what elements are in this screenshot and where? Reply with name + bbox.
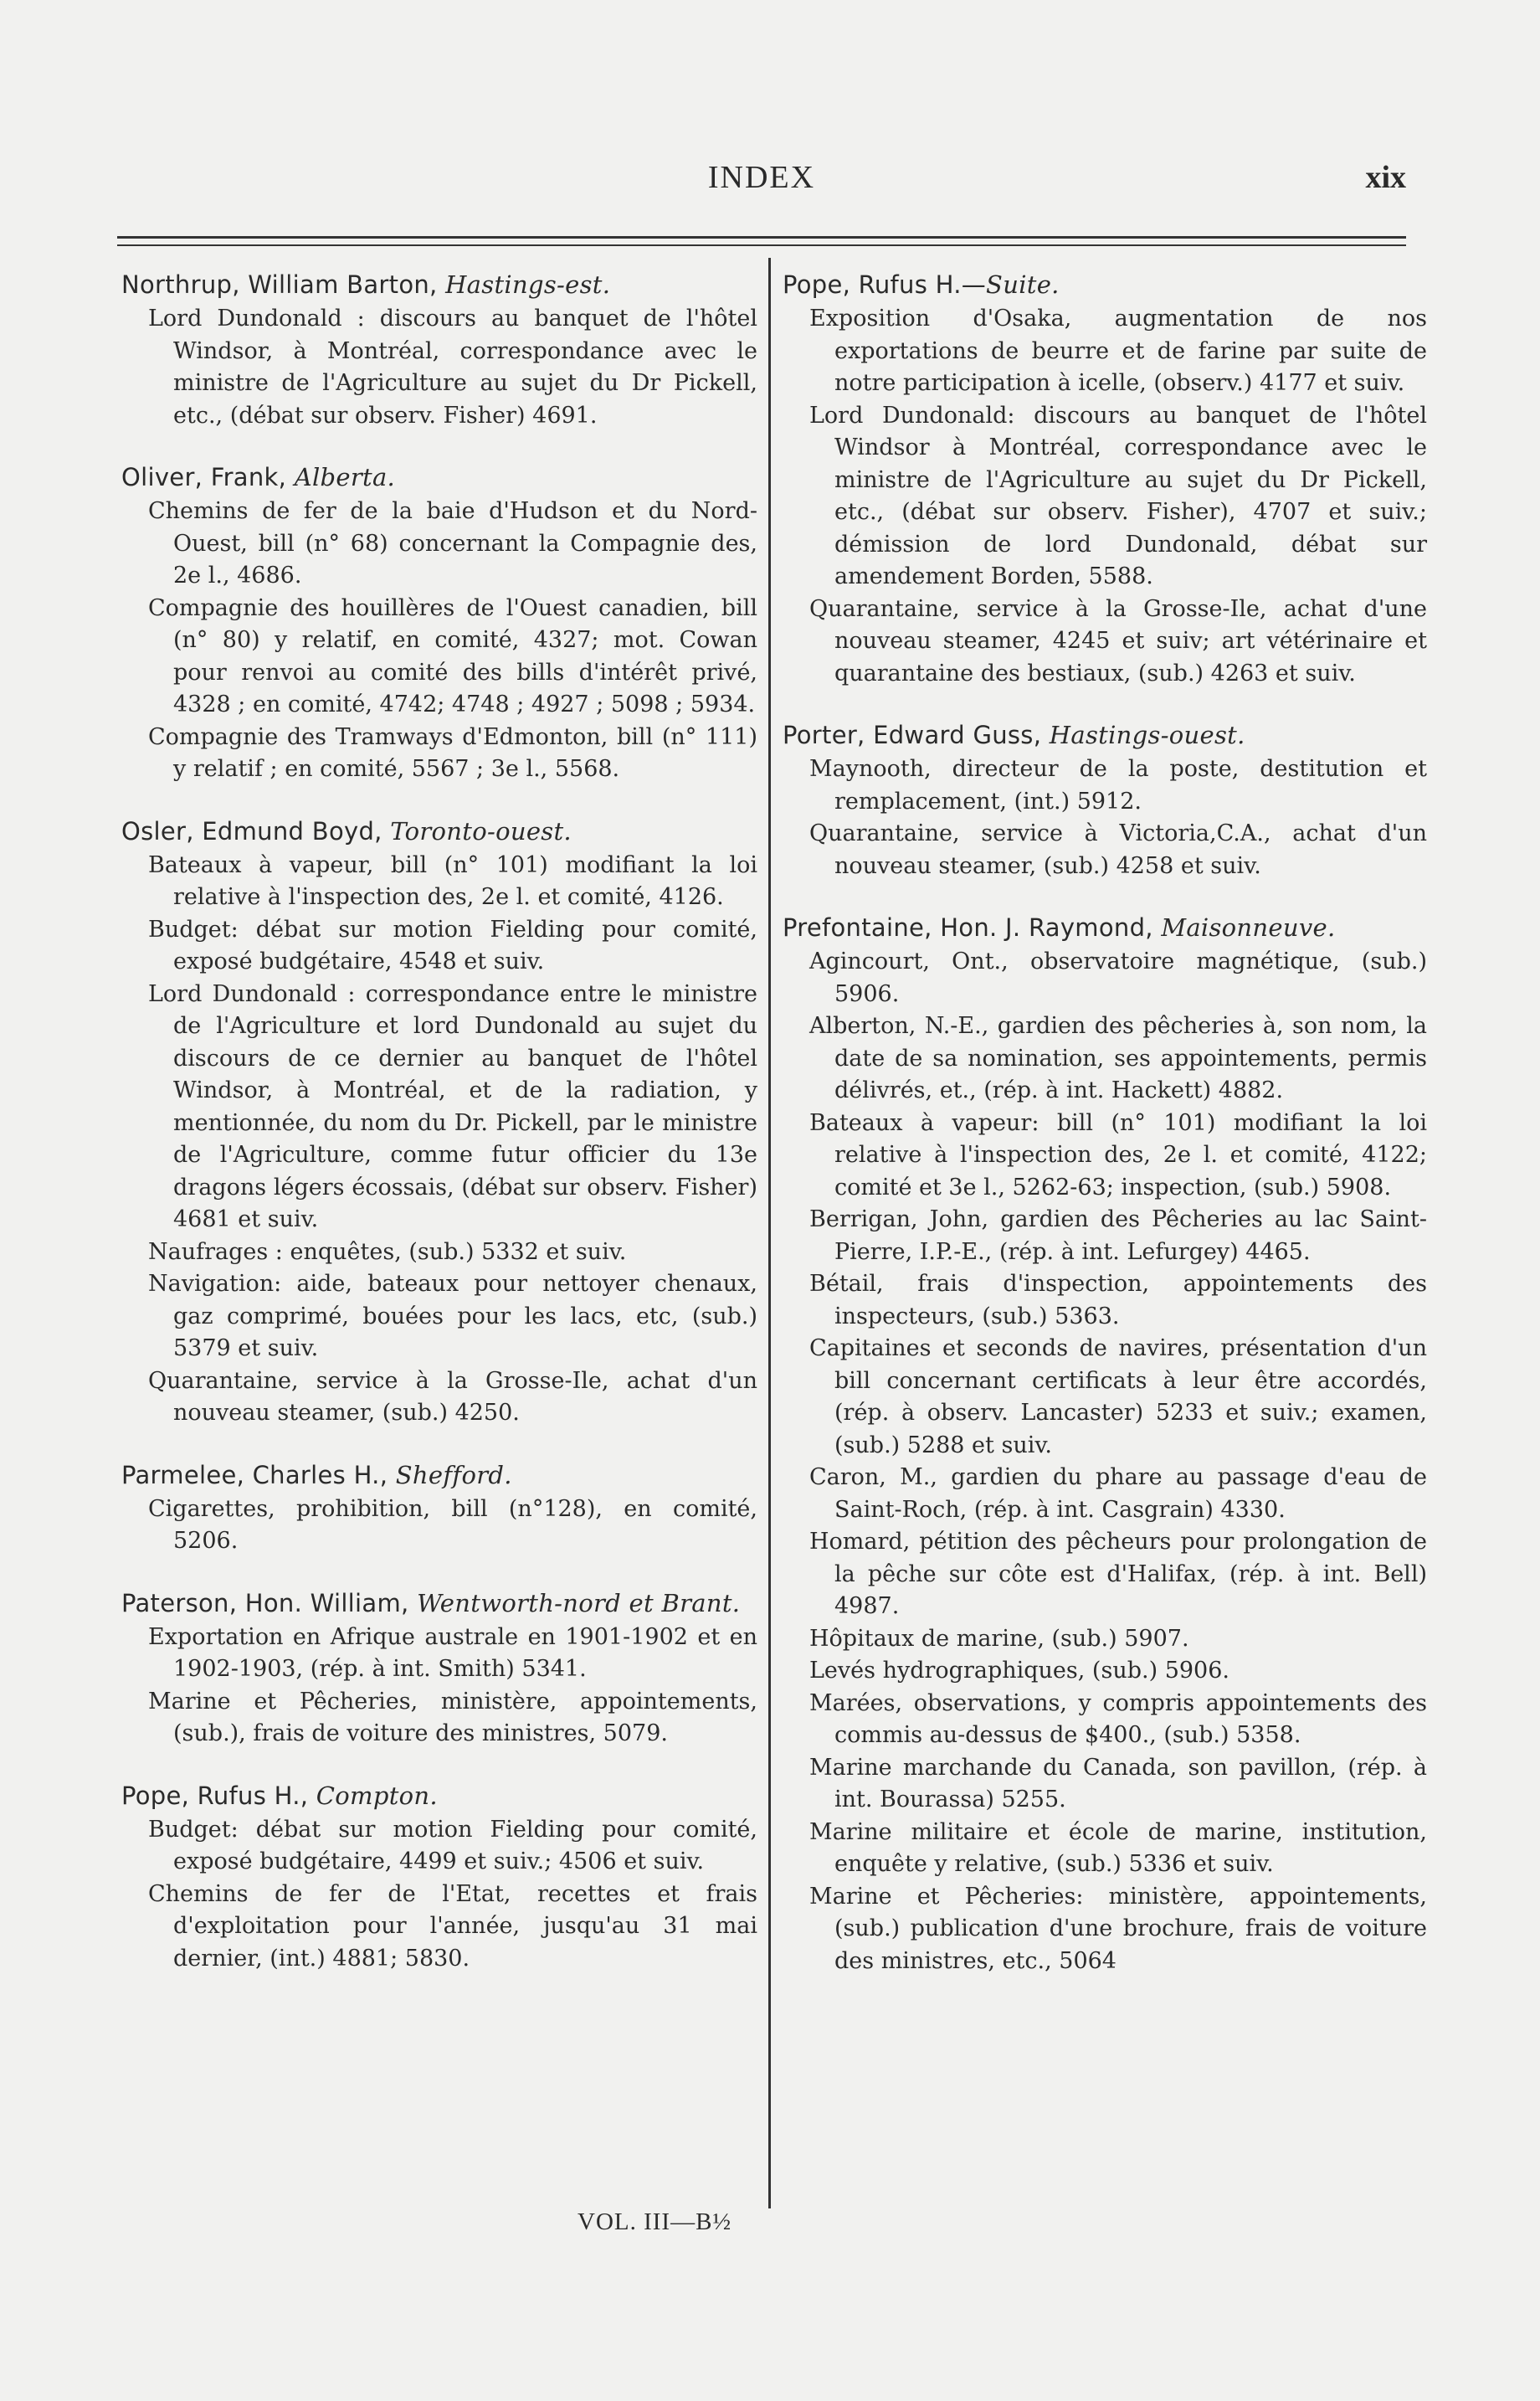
entry-heading [121, 459, 757, 496]
index-subentry: Bétail, frais d'inspection, appointements des inspecteurs, (sub.) 5363. [809, 1271, 1427, 1329]
index-entry [121, 1777, 757, 1976]
riding-name: Hastings-ouest. [1049, 721, 1245, 749]
member-name: Oliver, Frank, [121, 463, 287, 491]
header-rule [117, 236, 1406, 239]
index-subentry: Cigarettes, prohibition, bill (n°128), en comité, 5206. [148, 1495, 757, 1554]
riding-name: Maisonneuve. [1161, 913, 1336, 942]
index-subentry: Alberton, N.-E., gardien des pêcheries à, son nom, la date de sa nomination, ses appointements, permis délivrés, et., (rép. à int. Hackett) 4882. [809, 1013, 1427, 1103]
index-subentry: Bateaux à vapeur, bill (n° 101) modifiant la loi relative à l'inspection des, 2e l. et comité, 4126. [148, 851, 757, 910]
left-column [121, 266, 757, 2002]
index-subentry: Capitaines et seconds de navires, présentation d'un bill concernant certificats à leur être accordés, (rép. à observ. Lancaster) 5233 et suiv.; examen, (sub.) 5288 et suiv. [809, 1335, 1427, 1458]
index-subentry: Chemins de fer de la baie d'Hudson et du Nord-Ouest, bill (n° 68) concernant la Compagnie des, 2e l., 4686. [148, 498, 757, 589]
index-subentry: Levés hydrographiques, (sub.) 5906. [809, 1658, 1229, 1684]
member-name: Parmelee, Charles H., [121, 1460, 388, 1489]
index-subentry: Hôpitaux de marine, (sub.) 5907. [809, 1625, 1189, 1652]
index-subentry: Chemins de fer de l'Etat, recettes et frais d'exploitation pour l'année, jusqu'au 31 mai dernier, (int.) 4881; 5830. [148, 1880, 757, 1972]
index-entry [121, 813, 757, 1430]
column-divider [768, 258, 771, 2208]
index-subentry: Lord Dundonald : correspondance entre le ministre de l'Agriculture et lord Dundonald au sujet du discours de ce dernier au banquet de l'hôtel Windsor, à Montréal, et de la radiation, y mentionnée, du nom du Dr. Pickell, par le ministre de l'Agriculture, comme futur officier du 13e dragons légers écossais, (débat sur observ. Fisher) 4681 et suiv. [148, 980, 757, 1232]
index-subentry: Budget: débat sur motion Fielding pour comité, exposé budgétaire, 4499 et suiv.; 4506 et suiv. [148, 1816, 757, 1874]
index-subentry: Homard, pétition des pêcheurs pour prolongation de la pêche sur côte est d'Halifax, (rép. à int. Bell) 4987. [809, 1529, 1427, 1619]
entry-heading [783, 909, 1427, 946]
page-header [117, 159, 1406, 218]
member-name: Paterson, Hon. William, [121, 1588, 409, 1617]
header-rule-secondary [117, 244, 1406, 246]
index-subentry: Marine marchande du Canada, son pavillon, (rép. à int. Bourassa) 5255. [809, 1754, 1427, 1812]
riding-name: Wentworth-nord et Brant. [417, 1588, 741, 1617]
entry-heading [121, 266, 757, 303]
riding-name: Alberta. [294, 463, 396, 491]
index-subentry: Agincourt, Ont., observatoire magnétique, (sub.) 5906. [809, 949, 1427, 1007]
index-subentry: Exposition d'Osaka, augmentation de nos exportations de beurre et de farine par suite de notre participation à icelle, (observ.) 4177 et suiv. [809, 306, 1427, 396]
member-name: Porter, Edward Guss, [783, 721, 1042, 749]
page-number: xix [1365, 160, 1406, 195]
riding-name: Suite. [986, 270, 1060, 299]
index-subentry: Marine militaire et école de marine, institution, enquête y relative, (sub.) 5336 et suiv. [809, 1818, 1427, 1877]
entry-heading [121, 1585, 757, 1622]
index-subentry: Quarantaine, service à Victoria,C.A., achat d'un nouveau steamer, (sub.) 4258 et suiv. [809, 820, 1427, 879]
index-entry [121, 266, 757, 432]
right-column [783, 266, 1427, 2004]
index-subentry: Quarantaine, service à la Grosse-Ile, achat d'une nouveau steamer, 4245 et suiv; art vétérinaire et quarantaine des bestiaux, (sub.) 4263 et suiv. [809, 595, 1427, 686]
index-subentry: Marine et Pêcheries: ministère, appointements, (sub.) publication d'une brochure, frais de voiture des ministres, etc., 5064 [809, 1883, 1427, 1974]
signature-mark: VOL. III—B½ [578, 2208, 732, 2235]
entry-heading [121, 813, 757, 850]
index-subentry: Compagnie des Tramways d'Edmonton, bill (n° 111) y relatif ; en comité, 5567 ; 3e l., 5568. [148, 723, 757, 782]
index-entry [121, 459, 757, 786]
index-subentry: Budget: débat sur motion Fielding pour comité, exposé budgétaire, 4548 et suiv. [148, 916, 757, 974]
member-name: Northrup, William Barton, [121, 270, 438, 299]
riding-name: Hastings-est. [445, 270, 611, 299]
member-name: Osler, Edmund Boyd, [121, 816, 382, 846]
index-entry [783, 909, 1427, 1977]
index-subentry: Berrigan, John, gardien des Pêcheries au lac Saint-Pierre, I.P.-E., (rép. à int. Lefurgey) 4465. [809, 1206, 1427, 1265]
index-subentry: Caron, M., gardien du phare au passage d'eau de Saint-Roch, (rép. à int. Casgrain) 4330. [809, 1464, 1427, 1523]
riding-name: Compton. [316, 1781, 438, 1810]
index-subentry: Navigation: aide, bateaux pour nettoyer chenaux, gaz comprimé, bouées pour les lacs, etc, (sub.) 5379 et suiv. [148, 1271, 757, 1361]
index-entry [121, 1457, 757, 1558]
index-subentry: Maynooth, directeur de la poste, destitution et remplacement, (int.) 5912. [809, 756, 1427, 815]
entry-heading [783, 717, 1427, 753]
index-subentry: Quarantaine, service à la Grosse-Ile, achat d'un nouveau steamer, (sub.) 4250. [148, 1367, 757, 1426]
member-name: Pope, Rufus H.— [783, 270, 987, 299]
index-subentry: Bateaux à vapeur: bill (n° 101) modifiant la loi relative à l'inspection des, 2e l. et comité, 4122; comité et 3e l., 5262-63; inspection, (sub.) 5908. [809, 1109, 1427, 1200]
riding-name: Shefford. [395, 1460, 512, 1489]
index-subentry: Compagnie des houillères de l'Ouest canadien, bill (n° 80) y relatif, en comité, 4327; mot. Cowan pour renvoi au comité des bills d'intérêt privé, 4328 ; en comité, 4742; 4748 ; 4927 ; 5098 ; 5934. [148, 594, 757, 717]
index-entry [783, 266, 1427, 690]
entry-heading [121, 1777, 757, 1814]
index-subentry: Marine et Pêcheries, ministère, appointements, (sub.), frais de voiture des ministres, 5079. [148, 1688, 757, 1746]
index-subentry: Marées, observations, y compris appointements des commis au-dessus de $400., (sub.) 5358. [809, 1689, 1427, 1748]
index-subentry: Exportation en Afrique australe en 1901-1902 et en 1902-1903, (rép. à int. Smith) 5341. [148, 1623, 757, 1682]
index-subentry: Lord Dundonald : discours au banquet de l'hôtel Windsor, à Montréal, correspondance avec le ministre de l'Agriculture au sujet du Dr Pickell, etc., (débat sur observ. Fisher) 4691. [148, 306, 757, 429]
index-entry [121, 1585, 757, 1751]
entry-heading [783, 266, 1427, 303]
index-subentry: Lord Dundonald: discours au banquet de l'hôtel Windsor à Montréal, correspondance avec le ministre de l'Agriculture au sujet du Dr Pickell, etc., (débat sur observ. Fisher), 4707 et suiv.; démission de lord Dundonald, débat sur amendement Borden, 5588. [809, 402, 1427, 589]
page-title: INDEX [707, 160, 816, 195]
index-subentry: Naufrages : enquêtes, (sub.) 5332 et suiv. [148, 1238, 627, 1265]
member-name: Pope, Rufus H., [121, 1781, 309, 1810]
member-name: Prefontaine, Hon. J. Raymond, [783, 913, 1153, 942]
entry-heading [121, 1457, 757, 1494]
riding-name: Toronto-ouest. [390, 816, 572, 846]
index-entry [783, 717, 1427, 882]
